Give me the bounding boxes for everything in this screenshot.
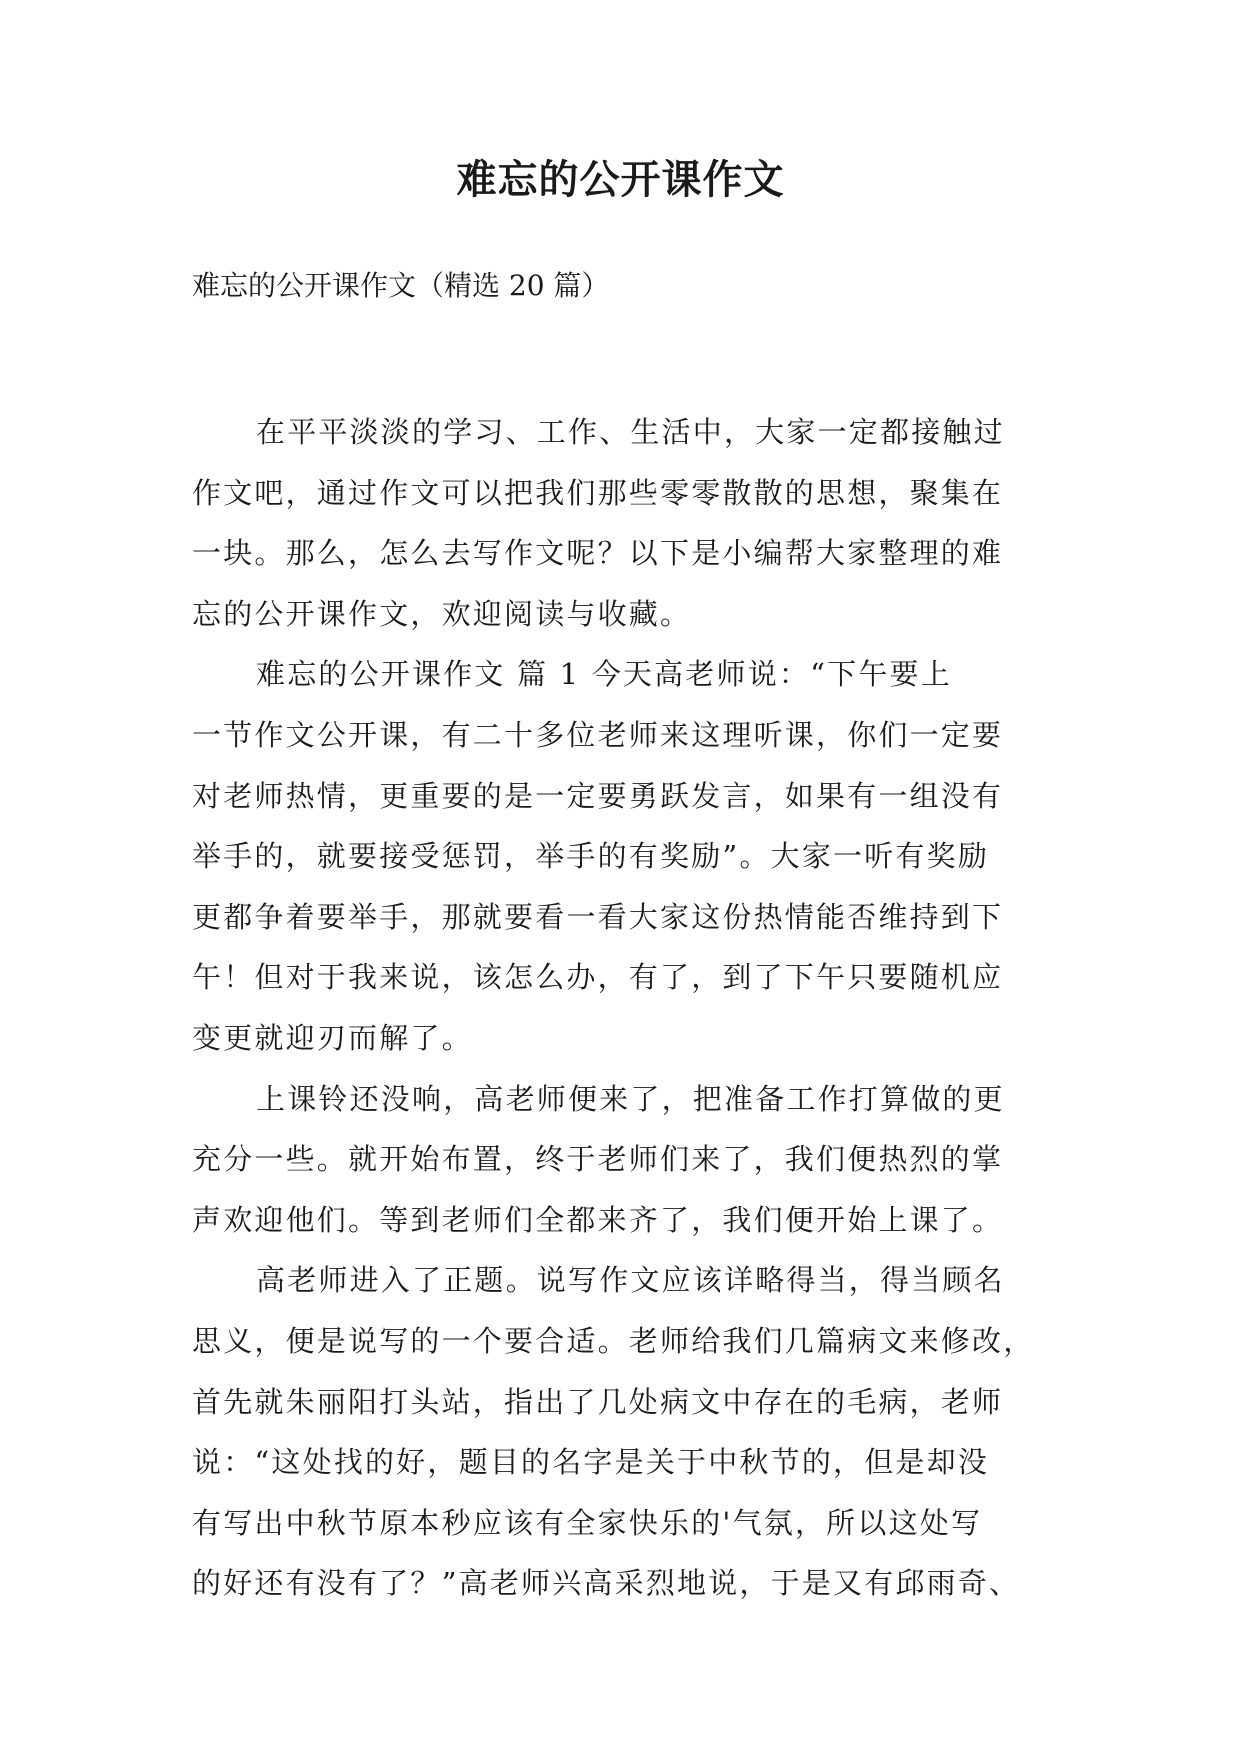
- document-title: 难忘的公开课作文: [456, 156, 785, 203]
- body-text-line: 作文吧，通过作文可以把我们那些零零散散的思想，聚集在: [192, 475, 1004, 510]
- body-text-line: 首先就朱丽阳打头站，指出了几处病文中存在的毛病，老师: [192, 1384, 1004, 1419]
- body-text-line: 对老师热情，更重要的是一定要勇跃发言，如果有一组没有: [192, 778, 1004, 813]
- body-text-line: 思义，便是说写的一个要合适。老师给我们几篇病文来修改，: [192, 1323, 1035, 1358]
- body-text-line: 更都争着要举手，那就要看一看大家这份热情能否维持到下: [192, 899, 1004, 934]
- body-text-line: 在平平淡淡的学习、工作、生活中，大家一定都接触过: [256, 415, 1005, 449]
- body-text-line: 一块。那么，怎么去写作文呢？以下是小编帮大家整理的难: [192, 536, 1004, 571]
- body-text-line: 举手的，就要接受惩罚，举手的有奖励”。大家一听有奖励: [192, 839, 990, 874]
- body-text-line: 有写出中秋节原本秒应该有全家快乐的'气氛，所以这处写: [192, 1505, 983, 1540]
- body-text-line: 午！但对于我来说，该怎么办，有了，到了下午只要随机应: [192, 960, 1004, 995]
- body-text-line: 声欢迎他们。等到老师们全都来齐了，我们便开始上课了。: [192, 1202, 1004, 1237]
- body-text-line: 上课铃还没响，高老师便来了，把准备工作打算做的更: [256, 1081, 1005, 1116]
- body-text-line: 的好还有没有了？”高老师兴高采烈地说，于是又有邱雨奇、: [192, 1566, 1021, 1601]
- document-subtitle: 难忘的公开课作文（精选 20 篇）: [192, 269, 610, 302]
- body-text-line: 说：“这处找的好，题目的名字是关于中秋节的，但是却没: [192, 1445, 990, 1480]
- body-text-line: 忘的公开课作文，欢迎阅读与收藏。: [192, 596, 692, 631]
- document-body: [192, 408, 1052, 1620]
- body-text-line: 高老师进入了正题。说写作文应该详略得当，得当顾名: [256, 1263, 1005, 1298]
- body-text-line: 一节作文公开课，有二十多位老师来这理听课，你们一定要: [192, 717, 1004, 752]
- body-text-line: 难忘的公开课作文 篇 1 今天高老师说：“下午要上: [256, 657, 952, 692]
- body-text-line: 变更就迎刃而解了。: [192, 1020, 473, 1055]
- body-text-line: 充分一些。就开始布置，终于老师们来了，我们便热烈的掌: [192, 1142, 1004, 1177]
